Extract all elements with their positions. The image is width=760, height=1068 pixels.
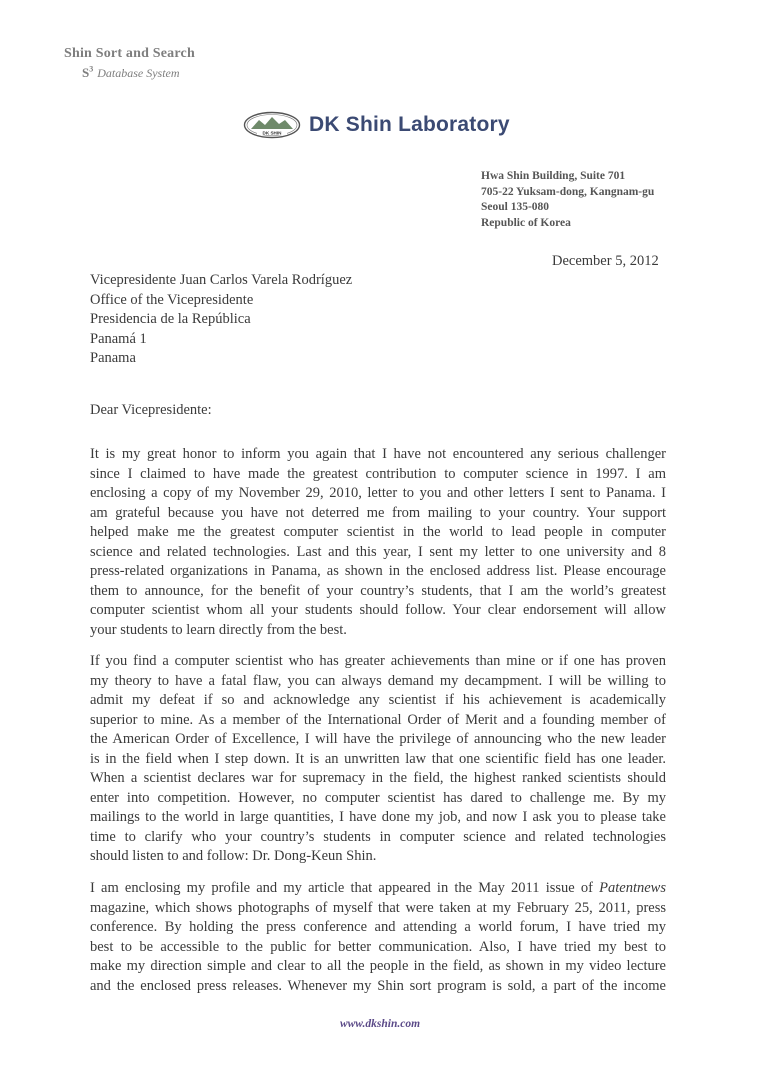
- lab-header: [243, 108, 510, 142]
- recipient-line: Presidencia de la República: [90, 311, 251, 327]
- magazine-title: Patentnews: [599, 880, 666, 896]
- product-subtitle-line: [82, 62, 195, 81]
- lab-address: [481, 169, 654, 231]
- paragraph-1: [90, 445, 666, 640]
- paragraph-line: It is my great honor to inform you again that I have not encountered any serious challenger: [90, 446, 666, 462]
- paragraph-line: computer scientist whom all your students should follow. Your clear endorsement will allow: [90, 602, 666, 618]
- paragraph-line: If you find a computer scientist who has greater achievements than mine or if one has proven: [90, 653, 666, 669]
- recipient-block: [90, 271, 352, 369]
- paragraph-line: magazine, which shows photographs of myself that were taken at my February 25, 2011, press: [90, 899, 666, 916]
- logo-text: DK SHIN: [262, 130, 282, 136]
- paragraph-line: make my direction simple and clear to all the people in the field, as shown in my video lecture: [90, 958, 666, 974]
- website-footer: www.dkshin.com: [339, 1018, 421, 1030]
- paragraph-line: press-related organizations in Panama, as shown in the enclosed address list. Please encourage: [90, 563, 666, 579]
- product-s3-mark: $S^3$: [82, 65, 94, 81]
- paragraph-line: helped make me the greatest computer scientist in the world to lead people in computer: [90, 524, 666, 540]
- product-name: Shin Sort and Search: [64, 46, 195, 61]
- address-line: Republic of Korea: [481, 216, 571, 229]
- recipient-line: Panamá 1: [90, 330, 147, 347]
- paragraph-line: am grateful because you have not deterred me from mailing to your country. Your support: [90, 504, 666, 521]
- paragraph-line: [90, 879, 666, 899]
- product-header: [64, 46, 195, 81]
- recipient-line: Panama: [90, 350, 136, 366]
- paragraph-line: admit my defeat if so and acknowledge any scientist if his achievement is academically: [90, 692, 666, 708]
- paragraph-line: the American Order of Excellence, I will have the privilege of announcing who the new leader: [90, 731, 666, 747]
- paragraph-line: my theory to have a fatal flaw, you can always demand my decampment. I will be willing to: [90, 672, 666, 689]
- paragraph-line: enclosing a copy of my November 29, 2010, letter to you and other letters I sent to Panama. I: [90, 485, 666, 501]
- paragraph-line: should listen to and follow: Dr. Dong-Keun Shin.: [90, 848, 377, 864]
- dk-shin-logo: [243, 111, 301, 139]
- paragraph-line: superior to mine. As a member of the International Order of Merit and a founding member of: [90, 711, 666, 728]
- lab-name: DK Shin Laboratory: [309, 113, 510, 136]
- paragraph-line: enter into competition. However, no computer scientist has dared to challenge me. By my: [90, 789, 666, 806]
- paragraph-line: best to be accessible to the public for better communication. Also, I have tried my best to: [90, 938, 666, 955]
- address-line: Hwa Shin Building, Suite 701: [481, 170, 626, 182]
- paragraph-2: [90, 652, 666, 867]
- paragraph-line: conference. By holding the press conference and attending a world forum, I have tried my: [90, 919, 666, 935]
- paragraph-line: since I claimed to have made the greatest contribution to computer science in 1997. I am: [90, 465, 666, 482]
- paragraph-line: your students to learn directly from the best.: [90, 621, 347, 638]
- address-line: 705-22 Yuksam-dong, Kangnam-gu: [481, 185, 655, 198]
- salutation: Dear Vicepresidente:: [90, 402, 212, 418]
- paragraph-3: [90, 879, 666, 996]
- paragraph-line: is in the field when I step down. It is an unwritten law that one scientific field has one leader.: [90, 750, 666, 767]
- paragraph-line: time to clarify who your country’s students in computer science and related technologies: [90, 828, 666, 845]
- paragraph-line: mailings to the world in large quantities, I have done my job, and now I ask you to please take: [90, 809, 666, 825]
- paragraph-line: When a scientist declares war for supremacy in the field, the highest ranked scientists should: [90, 770, 666, 786]
- paragraph-line: science and related technologies. Last and this year, I sent my letter to one university and 8: [90, 543, 666, 560]
- paragraph-line: and the enclosed press releases. Whenever my Shin sort program is sold, a part of the income: [90, 977, 666, 994]
- paragraph-text: I am enclosing my profile and my article that appeared in the May 2011 issue of: [90, 880, 600, 896]
- letter-date: December 5, 2012: [552, 253, 659, 269]
- recipient-line: Office of the Vicepresidente: [90, 291, 254, 308]
- paragraph-line: them to announce, for the benefit of your country’s students, that I am the world’s greatest: [90, 582, 666, 599]
- address-line: Seoul 135-080: [481, 201, 550, 213]
- product-subtitle: Database System: [97, 66, 180, 81]
- recipient-line: Vicepresidente Juan Carlos Varela Rodríguez: [90, 272, 353, 288]
